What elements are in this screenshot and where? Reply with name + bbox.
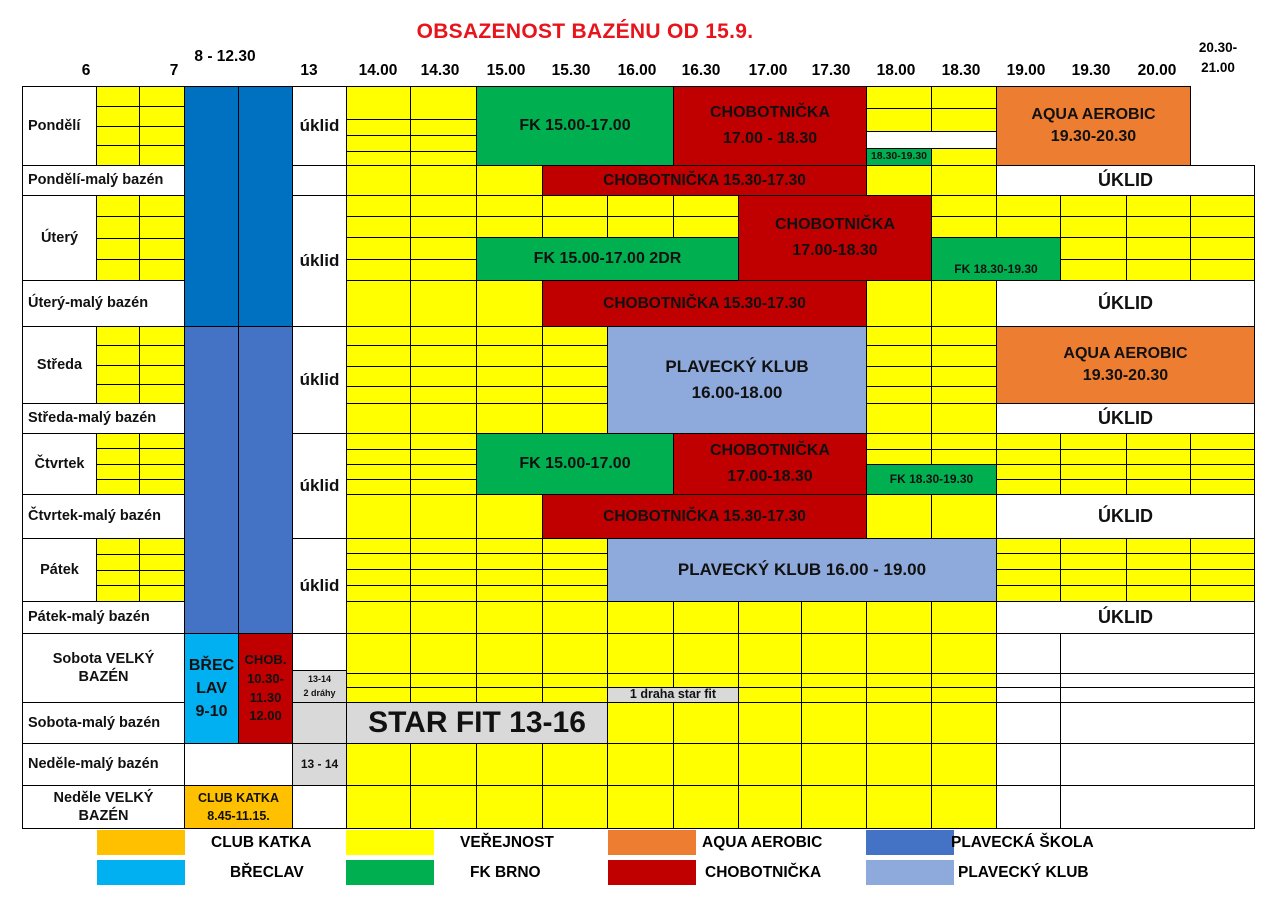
legend-plavecky-klub-swatch xyxy=(866,860,954,885)
fk-brno-block: FK 15.00-17.00 xyxy=(476,433,674,495)
public-slot xyxy=(866,280,932,327)
public-slot xyxy=(476,280,543,327)
public-slot xyxy=(931,633,997,703)
public-slot xyxy=(866,633,932,703)
lane-divider xyxy=(866,386,996,387)
legend-fk-brno-label: FK BRNO xyxy=(470,864,541,881)
lane-divider xyxy=(996,464,1254,465)
lane-divider xyxy=(996,449,1254,450)
lane-divider xyxy=(346,479,476,480)
lane-divider xyxy=(346,259,476,260)
lane-divider xyxy=(996,553,1254,554)
cleaning-slot: ÚKLID xyxy=(996,280,1255,327)
public-slot xyxy=(866,702,932,744)
lane-divider xyxy=(866,131,996,132)
public-slot xyxy=(801,702,867,744)
time-header-15: 19.30 xyxy=(1071,62,1111,79)
fk-brno-block: 18.30-19.30 xyxy=(866,148,932,166)
lane-divider xyxy=(346,216,738,217)
row-label-patek-maly: Pátek-malý bazén xyxy=(22,601,185,634)
lane-divider xyxy=(346,585,607,586)
star-fit-slot xyxy=(292,702,347,744)
lane-divider xyxy=(96,464,184,465)
legend-fk-brno-swatch xyxy=(346,860,434,885)
public-slot xyxy=(801,601,867,634)
public-slot xyxy=(673,702,739,744)
lane-divider xyxy=(1060,237,1254,238)
lane-divider xyxy=(996,673,1254,674)
time-header-11: 17.30 xyxy=(811,62,851,79)
sunday-1314-block: 13 - 14 xyxy=(292,743,347,786)
time-header-10: 17.00 xyxy=(748,62,788,79)
public-slot xyxy=(931,165,997,196)
time-header-0: 6 xyxy=(81,62,91,79)
swim-club-block: PLAVECKÝ KLUB 16.00 - 19.00 xyxy=(607,538,997,602)
lane-divider xyxy=(96,126,184,127)
chobotnicka-block: CHOBOTNIČKA 17.00 - 18.30 xyxy=(673,86,867,166)
public-slot xyxy=(410,633,477,703)
empty-slot xyxy=(996,702,1061,744)
public-slot xyxy=(542,538,608,602)
empty-slot xyxy=(1060,743,1255,786)
time-header-7: 15.30 xyxy=(551,62,591,79)
chobotnicka-block: CHOBOTNIČKA 15.30-17.30 xyxy=(542,165,867,196)
public-slot xyxy=(1190,538,1255,602)
public-slot xyxy=(542,743,608,786)
public-slot xyxy=(673,785,739,829)
row-label-nedele-velky: Neděle VELKÝ BAZÉN xyxy=(22,785,185,829)
lane-divider xyxy=(96,365,184,366)
lane-divider xyxy=(866,366,996,367)
chobotnicka-block: CHOBOTNIČKA 15.30-17.30 xyxy=(542,280,867,327)
public-slot xyxy=(931,785,997,829)
legend-breclav-swatch xyxy=(97,860,185,885)
empty-slot xyxy=(996,743,1061,786)
row-label-pondeli: Pondělí xyxy=(22,86,97,166)
empty-slot xyxy=(292,785,347,829)
cleaning-slot: ÚKLID xyxy=(996,494,1255,539)
row-label-sobota-velky: Sobota VELKÝ BAZÉN xyxy=(22,633,185,703)
public-slot xyxy=(346,403,411,434)
lanes-block: 13-14 2 dráhy xyxy=(292,670,347,703)
lane-divider xyxy=(346,553,607,554)
public-slot xyxy=(738,601,802,634)
lane-divider xyxy=(96,448,184,449)
public-slot xyxy=(866,326,932,404)
chobotnicka-block: CHOBOTNIČKA 17.00-18.30 xyxy=(673,433,867,495)
legend-aqua-aerobic-label: AQUA AEROBIC xyxy=(702,834,823,851)
public-slot xyxy=(931,403,997,434)
public-slot xyxy=(738,702,802,744)
public-slot xyxy=(607,743,674,786)
lane-divider xyxy=(96,479,184,480)
public-slot xyxy=(476,633,543,703)
lane-divider xyxy=(96,259,184,260)
lane-divider xyxy=(996,585,1254,586)
public-slot xyxy=(346,538,411,602)
public-slot xyxy=(1060,538,1127,602)
time-header-14: 19.00 xyxy=(1006,62,1046,79)
public-slot xyxy=(542,403,608,434)
lane-divider xyxy=(346,386,607,387)
fk-brno-block: FK 15.00-17.00 xyxy=(476,86,674,166)
public-slot xyxy=(476,601,543,634)
public-slot xyxy=(1126,195,1191,281)
time-header-17: 20.30- 21.00 xyxy=(1198,40,1238,75)
fk-brno-block: FK 18.30-19.30 xyxy=(866,464,997,495)
public-slot xyxy=(410,785,477,829)
public-slot xyxy=(346,601,411,634)
empty-slot xyxy=(1060,785,1255,829)
fk-brno-block: FK 15.00-17.00 2DR xyxy=(476,237,739,281)
public-slot xyxy=(931,702,997,744)
page-title: OBSAZENOST BAZÉNU OD 15.9. xyxy=(416,20,754,43)
public-slot xyxy=(931,148,997,166)
legend-plavecky-klub-label: PLAVECKÝ KLUB xyxy=(958,864,1089,881)
public-slot xyxy=(410,86,477,166)
public-slot xyxy=(346,633,411,703)
public-slot xyxy=(346,86,411,166)
lane-divider xyxy=(96,238,184,239)
public-slot xyxy=(866,403,932,434)
public-slot xyxy=(931,86,997,132)
public-slot xyxy=(866,494,932,539)
public-slot xyxy=(476,743,543,786)
public-slot xyxy=(866,165,932,196)
public-slot xyxy=(410,743,477,786)
lane-divider xyxy=(346,673,996,674)
cleaning-slot xyxy=(292,165,347,196)
lane-divider xyxy=(346,464,476,465)
row-label-ctvrtek: Čtvrtek xyxy=(22,433,97,495)
public-slot xyxy=(346,494,411,539)
public-slot xyxy=(801,633,867,703)
public-slot xyxy=(476,494,543,539)
lane-divider xyxy=(346,569,607,570)
aqua-aerobic-block: AQUA AEROBIC 19.30-20.30 xyxy=(996,326,1255,404)
public-slot xyxy=(996,538,1061,602)
public-slot xyxy=(738,785,802,829)
time-header-13: 18.30 xyxy=(941,62,981,79)
time-header-8: 16.00 xyxy=(617,62,657,79)
swim-club-block: PLAVECKÝ KLUB 16.00-18.00 xyxy=(607,326,867,434)
time-header-3: 13 xyxy=(300,62,318,79)
row-label-patek: Pátek xyxy=(22,538,97,602)
breclav-block: BŘEC LAV 9-10 xyxy=(184,633,239,744)
cleaning-slot: ÚKLID xyxy=(996,403,1255,434)
public-slot xyxy=(607,601,674,634)
lane-divider xyxy=(346,366,607,367)
lane-divider xyxy=(96,554,184,555)
public-slot xyxy=(410,494,477,539)
public-slot xyxy=(673,743,739,786)
public-slot xyxy=(607,785,674,829)
row-label-utery-maly: Úterý-malý bazén xyxy=(22,280,185,327)
public-slot xyxy=(346,165,411,196)
chobotnicka-block: CHOBOTNIČKA 15.30-17.30 xyxy=(542,494,867,539)
row-label-sobota-maly: Sobota-malý bazén xyxy=(22,702,185,744)
lane-divider xyxy=(346,345,607,346)
time-header-5: 14.30 xyxy=(420,62,460,79)
row-label-nedele-maly: Neděle-malý bazén xyxy=(22,743,185,786)
public-slot xyxy=(866,785,932,829)
lane-divider xyxy=(96,570,184,571)
legend-plavecka-skola-swatch xyxy=(866,830,954,855)
public-slot xyxy=(542,785,608,829)
lane-divider xyxy=(346,449,476,450)
swim-school-slot xyxy=(184,86,239,327)
legend-chobotnicka-swatch xyxy=(608,860,696,885)
public-slot xyxy=(410,601,477,634)
club-katka-block: CLUB KATKA 8.45-11.15. xyxy=(184,785,293,829)
lane-divider xyxy=(346,135,476,136)
swim-school-slot xyxy=(238,326,293,634)
legend-chobotnicka-label: CHOBOTNIČKA xyxy=(705,864,822,881)
public-slot xyxy=(476,785,543,829)
empty-slot xyxy=(292,633,347,671)
empty-slot xyxy=(996,633,1061,703)
public-slot xyxy=(607,702,674,744)
public-slot xyxy=(738,633,802,703)
chobotnicka-block: CHOBOTNIČKA 17.00-18.30 xyxy=(738,195,932,281)
public-slot xyxy=(738,743,802,786)
public-slot xyxy=(476,326,543,404)
public-slot xyxy=(542,326,608,404)
public-slot xyxy=(1126,538,1191,602)
star-fit-block: STAR FIT 13-16 xyxy=(346,702,608,744)
public-slot xyxy=(801,743,867,786)
lane-divider xyxy=(866,449,996,450)
public-slot xyxy=(476,403,543,434)
empty-slot xyxy=(1060,633,1255,703)
cleaning-slot: ÚKLID xyxy=(996,165,1255,196)
lane-divider xyxy=(996,687,1254,688)
chobotnicka-block: CHOB. 10.30- 11.30 12.00 xyxy=(238,633,293,744)
lane-divider xyxy=(346,151,476,152)
cleaning-slot: úklid xyxy=(292,433,347,539)
public-slot xyxy=(801,785,867,829)
public-slot xyxy=(346,785,411,829)
time-header-1: 7 xyxy=(169,62,179,79)
public-slot xyxy=(1190,195,1255,281)
lane-divider xyxy=(346,119,476,120)
public-slot xyxy=(931,494,997,539)
public-slot xyxy=(866,743,932,786)
lane-divider xyxy=(996,569,1254,570)
public-slot xyxy=(673,601,739,634)
public-slot xyxy=(476,165,543,196)
lane-divider xyxy=(96,345,184,346)
cleaning-slot: úklid xyxy=(292,195,347,327)
legend-breclav-label: BŘECLAV xyxy=(230,864,304,881)
time-header-2: 8 - 12.30 xyxy=(194,48,256,65)
public-slot xyxy=(346,743,411,786)
lane-divider xyxy=(866,345,996,346)
legend-plavecka-skola-label: PLAVECKÁ ŠKOLA xyxy=(951,834,1094,851)
legend-verejnost-swatch xyxy=(346,830,434,855)
public-slot xyxy=(931,743,997,786)
public-slot xyxy=(410,403,477,434)
time-header-6: 15.00 xyxy=(486,62,526,79)
time-header-12: 18.00 xyxy=(876,62,916,79)
legend-aqua-aerobic-swatch xyxy=(608,830,696,855)
lane-divider xyxy=(96,585,184,586)
public-slot xyxy=(866,86,932,132)
cleaning-slot: úklid xyxy=(292,86,347,166)
empty-slot xyxy=(184,743,293,786)
public-slot xyxy=(346,280,411,327)
lane-divider xyxy=(96,216,184,217)
lane-divider xyxy=(96,145,184,146)
lane-divider xyxy=(866,108,996,109)
public-slot xyxy=(931,280,997,327)
time-header-16: 20.00 xyxy=(1137,62,1177,79)
lane-divider xyxy=(996,479,1254,480)
time-header-9: 16.30 xyxy=(681,62,721,79)
cleaning-slot: ÚKLID xyxy=(996,601,1255,634)
public-slot xyxy=(476,538,543,602)
public-slot xyxy=(931,326,997,404)
star-fit-lane: 1 draha star fit xyxy=(607,687,739,703)
legend-club-katka-swatch xyxy=(97,830,185,855)
aqua-aerobic-block: AQUA AEROBIC 19.30-20.30 xyxy=(996,86,1191,166)
lane-divider xyxy=(96,384,184,385)
empty-slot xyxy=(996,785,1061,829)
swim-school-slot xyxy=(238,86,293,327)
legend-verejnost-label: VEŘEJNOST xyxy=(460,834,554,851)
public-slot xyxy=(410,326,477,404)
fk-brno-block: FK 18.30-19.30 xyxy=(931,237,1061,281)
time-header-4: 14.00 xyxy=(358,62,398,79)
row-label-utery: Úterý xyxy=(22,195,97,281)
lane-divider xyxy=(931,216,1060,217)
public-slot xyxy=(931,601,997,634)
cleaning-slot: úklid xyxy=(292,326,347,434)
public-slot xyxy=(410,280,477,327)
public-slot xyxy=(866,601,932,634)
row-label-pondeli-maly: Pondělí-malý bazén xyxy=(22,165,185,196)
lane-divider xyxy=(1060,259,1254,260)
public-slot xyxy=(346,326,411,404)
empty-slot xyxy=(1060,702,1255,744)
public-slot xyxy=(410,538,477,602)
cleaning-slot: úklid xyxy=(292,538,347,634)
row-label-streda: Středa xyxy=(22,326,97,404)
lane-divider xyxy=(96,106,184,107)
public-slot xyxy=(410,165,477,196)
row-label-streda-maly: Středa-malý bazén xyxy=(22,403,185,434)
public-slot xyxy=(542,601,608,634)
public-slot xyxy=(1060,195,1127,281)
lane-divider xyxy=(1060,216,1254,217)
public-slot xyxy=(542,633,608,703)
swim-school-slot xyxy=(184,326,239,634)
row-label-ctvrtek-maly: Čtvrtek-malý bazén xyxy=(22,494,185,539)
legend-club-katka-label: CLUB KATKA xyxy=(211,834,312,851)
